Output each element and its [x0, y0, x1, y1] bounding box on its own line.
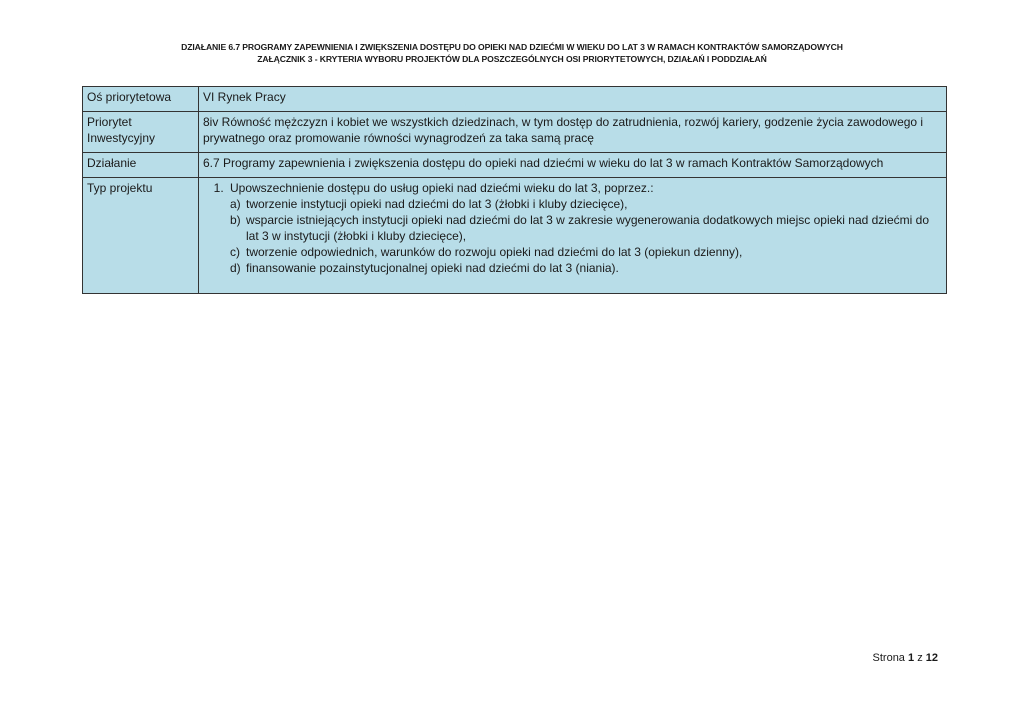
page-prefix: Strona: [872, 652, 905, 664]
list-item-text: tworzenie odpowiednich, warunków do rozwoju opieki nad dziećmi do lat 3 (opiekun dzienny),: [246, 245, 743, 259]
list-item-text: finansowanie pozainstytucjonalnej opieki nad dziećmi do lat 3 (niania).: [246, 261, 619, 275]
typ-label: Typ projektu: [83, 178, 199, 294]
priorytet-label: [83, 112, 199, 153]
priorytet-value: 8iv Równość mężczyzn i kobiet we wszystkich dziedzinach, w tym dostęp do zatrudnienia, rozwój kariery, godzenie życia zawodowego i prywatnego oraz promowanie równości wynagrodzeń za taka samą pracę: [199, 112, 947, 153]
list-item: [230, 212, 942, 244]
list-marker: c): [230, 245, 240, 259]
header-title: DZIAŁANIE 6.7 PROGRAMY ZAPEWNIENIA I ZWIĘKSZENIA DOSTĘPU DO OPIEKI NAD DZIEĆMI W WIEKU DO LAT 3 W RAMACH KONTRAKTÓW SAMORZĄDOWYCH: [181, 42, 843, 52]
document-header: [0, 41, 1024, 65]
total-pages: 12: [925, 652, 938, 664]
list-marker: d): [230, 261, 241, 275]
list-item: [230, 260, 942, 276]
header-subtitle: ZAŁĄCZNIK 3 - KRYTERIA WYBORU PROJEKTÓW DLA POSZCZEGÓLNYCH OSI PRIORYTETOWYCH, DZIAŁAŃ I PODDZIAŁAŃ: [257, 54, 767, 64]
table-row: [83, 112, 947, 153]
priorytet-label-line2: Inwestycyjny: [87, 131, 156, 145]
table-row: [83, 87, 947, 112]
list-item-text: wsparcie istniejących instytucji opieki nad dziećmi do lat 3 w zakresie wygenerowania dodatkowych miejsc opieki nad dziećmi do lat 3 w instytucji (żłobki i kluby dziecięce),: [246, 213, 929, 243]
os-label: Oś priorytetowa: [83, 87, 199, 112]
list-marker: b): [230, 213, 241, 227]
project-type-list: [203, 180, 942, 276]
page-number: [873, 651, 938, 665]
project-type-main: Upowszechnienie dostępu do usług opieki nad dziećmi wieku do lat 3, poprzez.:: [230, 181, 654, 195]
list-item-text: tworzenie instytucji opieki nad dziećmi do lat 3 (żłobki i kluby dziecięce),: [246, 197, 628, 211]
table-row: [83, 178, 947, 294]
table-row: [83, 153, 947, 178]
dzialanie-label: Działanie: [83, 153, 199, 178]
page-separator: z: [917, 652, 923, 664]
current-page: 1: [908, 652, 915, 664]
list-marker: a): [230, 197, 241, 211]
criteria-table: [82, 86, 947, 294]
os-value: VI Rynek Pracy: [199, 87, 947, 112]
list-item: [230, 244, 942, 260]
typ-value: [199, 178, 947, 294]
priorytet-label-line1: Priorytet: [87, 115, 132, 129]
dzialanie-value: 6.7 Programy zapewnienia i zwiększenia dostępu do opieki nad dziećmi w wieku do lat 3 w ramach Kontraktów Samorządowych: [199, 153, 947, 178]
project-type-sublist: [230, 196, 942, 276]
list-item: [230, 196, 942, 212]
list-item: [227, 180, 942, 276]
